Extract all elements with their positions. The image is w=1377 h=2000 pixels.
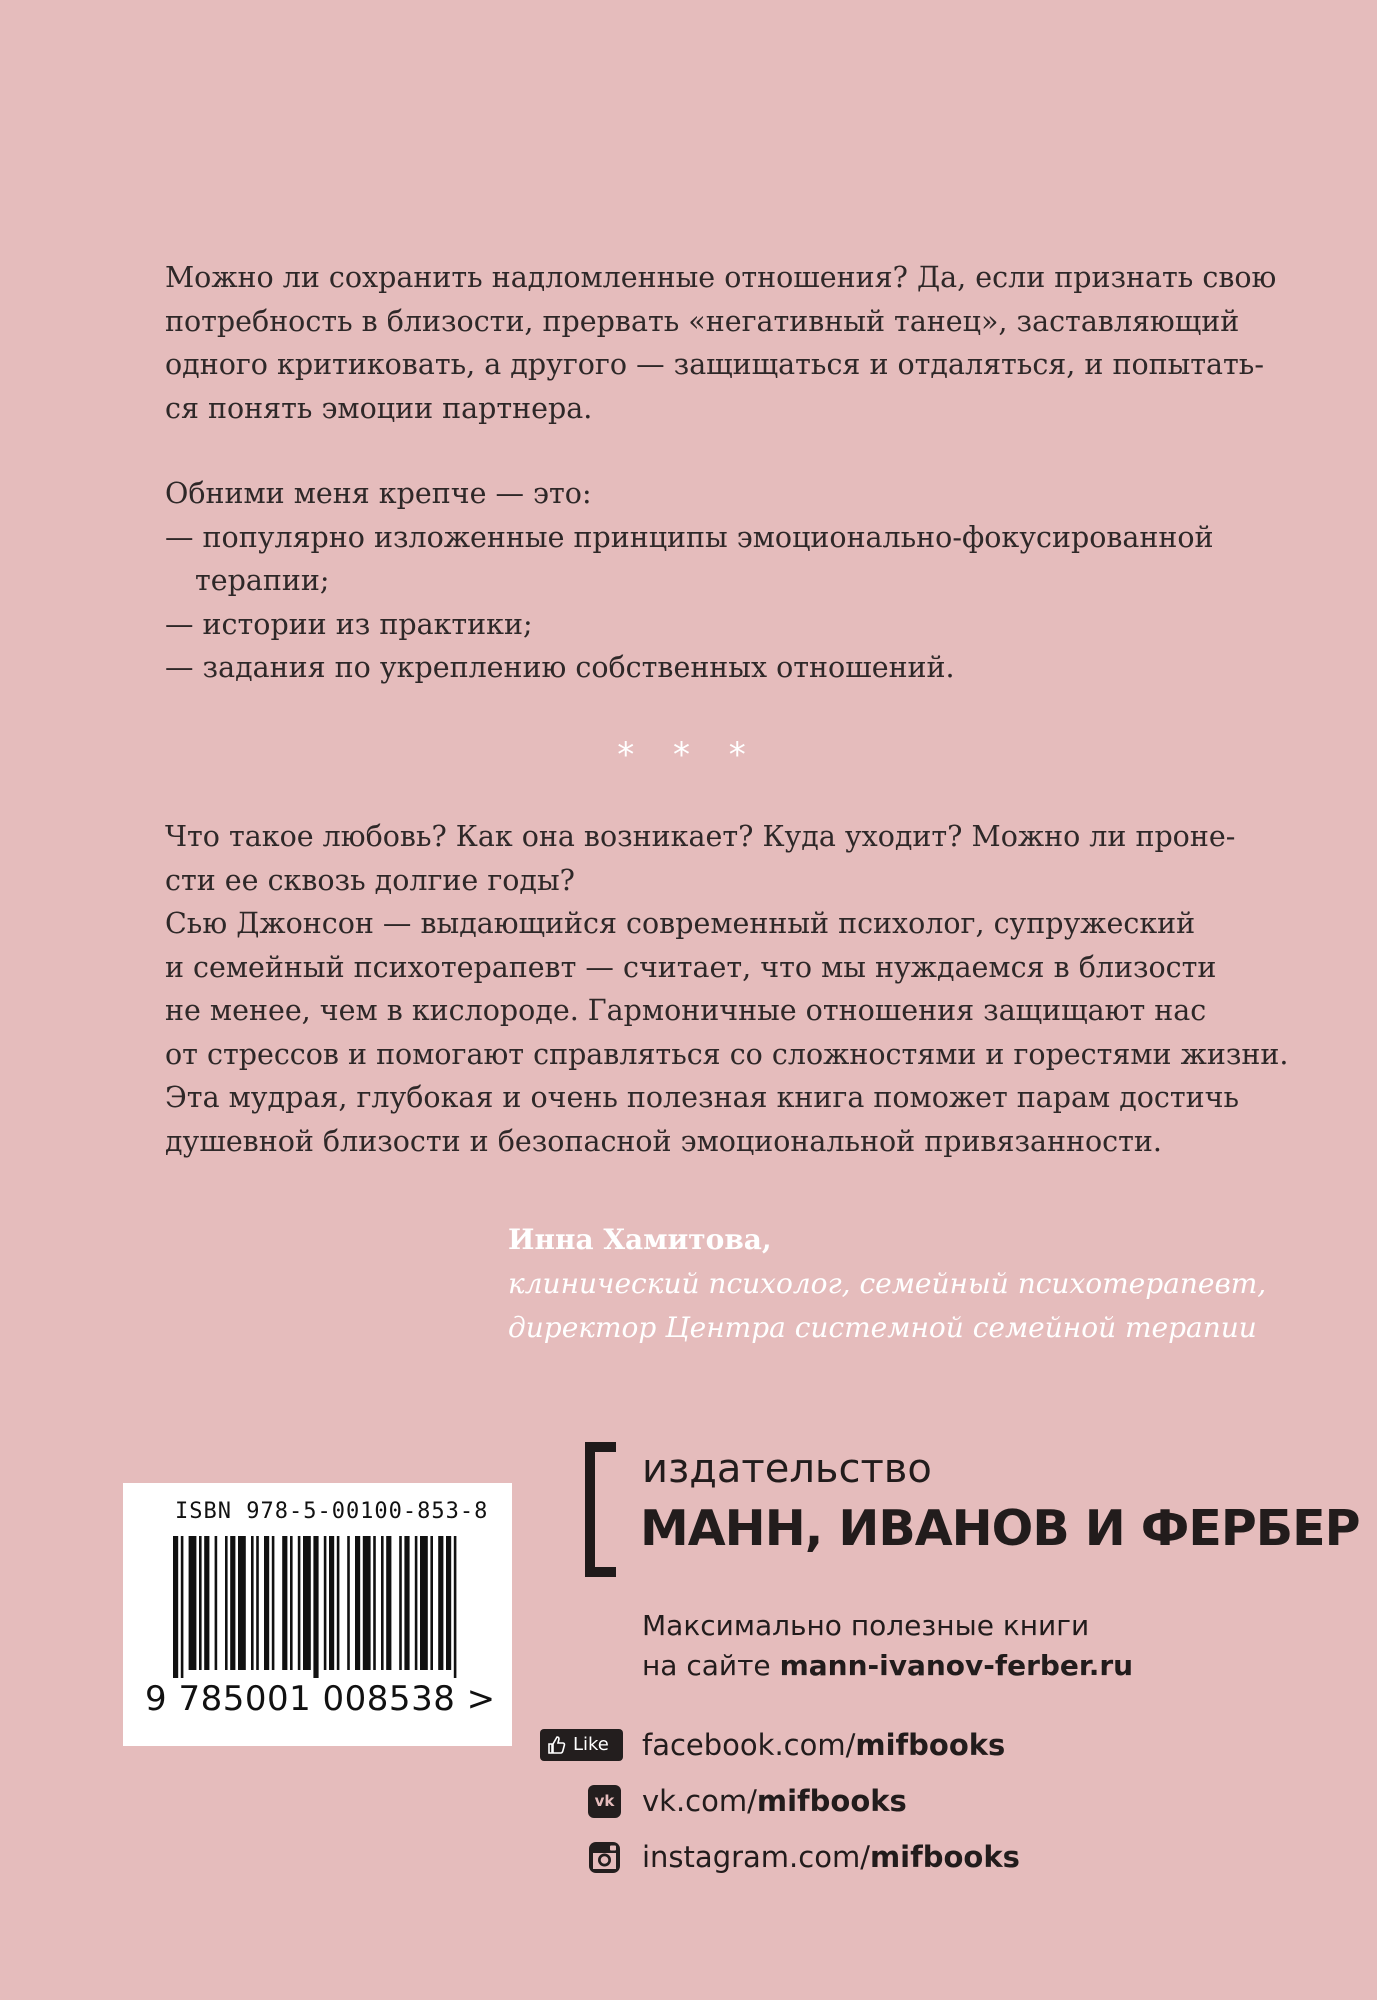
barcode-bar	[264, 1536, 269, 1670]
feature-item: — популярно изложенные принципы эмоционально-фокусированной	[165, 520, 1214, 554]
barcode-bar	[347, 1536, 350, 1670]
isbn-text: ISBN 978-5-00100-853-8	[175, 1499, 489, 1524]
barcode-bar	[337, 1536, 340, 1670]
features-list	[165, 472, 1245, 690]
barcode-bar	[189, 1536, 197, 1670]
reviewer-signature	[508, 1218, 1266, 1350]
promo-line	[642, 1646, 1133, 1686]
vk-link[interactable]	[642, 1781, 907, 1821]
barcode-bar	[454, 1536, 457, 1678]
barcode-bar	[251, 1536, 254, 1670]
reviewer-role: директор Центра системной семейной терапии	[508, 1311, 1257, 1344]
vk-prefix: vk.com/	[642, 1784, 757, 1818]
barcode-bar	[355, 1536, 360, 1670]
barcode-bar	[272, 1536, 275, 1670]
review-line: Что такое любовь? Как она возникает? Куда уходит? Можно ли проне-	[165, 820, 1236, 853]
barcode-bar	[363, 1536, 371, 1670]
barcode-bar	[313, 1536, 318, 1678]
barcode-bar	[399, 1536, 402, 1670]
publisher-label: издательство	[642, 1446, 932, 1492]
features-heading: Обними меня крепче — это:	[165, 477, 592, 510]
review-line: сти ее сквозь долгие годы?	[165, 863, 575, 897]
instagram-icon	[588, 1841, 621, 1874]
barcode-bar	[446, 1536, 451, 1670]
vk-icon: vk	[588, 1785, 621, 1818]
barcode-bar	[225, 1536, 228, 1670]
barcode-bars	[173, 1536, 463, 1678]
barcode-bar	[430, 1536, 433, 1670]
reviewer-role: клинический психолог, семейный психотерапевт,	[508, 1267, 1267, 1300]
instagram-handle: mifbooks	[869, 1840, 1020, 1874]
barcode-bar	[324, 1536, 327, 1670]
publisher-bracket	[585, 1442, 616, 1577]
like-label: Like	[573, 1734, 609, 1755]
barcode-bar	[238, 1536, 246, 1670]
promo-line: Максимально полезные книги	[642, 1609, 1090, 1642]
vk-handle: mifbooks	[756, 1784, 907, 1818]
barcode-bar	[290, 1536, 293, 1670]
barcode-bar	[329, 1536, 334, 1670]
publisher-name: МАНН, ИВАНОВ И ФЕРБЕР	[640, 1500, 1360, 1557]
review-line: не менее, чем в кислороде. Гармоничные отношения защищают нас	[165, 994, 1207, 1027]
intro-line: Можно ли сохранить надломленные отношения? Да, если признать свою	[165, 261, 1277, 294]
review-line: Эта мудрая, глубокая и очень полезная книга поможет парам достичь	[165, 1081, 1240, 1114]
barcode-bar	[298, 1536, 301, 1670]
barcode-bar	[199, 1536, 202, 1670]
promo-prefix: на сайте	[642, 1649, 780, 1682]
section-separator: * * *	[617, 735, 760, 775]
instagram-link[interactable]	[642, 1837, 1020, 1877]
barcode-bar	[215, 1536, 218, 1670]
intro-line: потребность в близости, прервать «негативный танец», заставляющий	[165, 304, 1240, 338]
facebook-like-icon	[540, 1729, 623, 1761]
feature-item: — истории из практики;	[165, 607, 533, 641]
review-paragraph	[165, 815, 1289, 1163]
barcode-bar	[381, 1536, 384, 1670]
barcode-bar	[256, 1536, 259, 1670]
barcode-bar	[373, 1536, 376, 1670]
intro-line: ся понять эмоции партнера.	[165, 391, 593, 425]
review-line: и семейный психотерапевт — считает, что мы нуждаемся в близости	[165, 950, 1217, 984]
instagram-prefix: instagram.com/	[642, 1840, 870, 1874]
isbn-barcode	[123, 1483, 512, 1746]
reviewer-name: Инна Хамитова,	[508, 1223, 772, 1256]
barcode-bar	[181, 1536, 184, 1678]
barcode-bar	[415, 1536, 418, 1670]
intro-paragraph	[165, 256, 1277, 430]
facebook-link[interactable]	[642, 1725, 1005, 1765]
barcode-bar	[420, 1536, 428, 1670]
barcode-bar	[230, 1536, 235, 1670]
barcode-bar	[282, 1536, 287, 1670]
review-line: от стрессов и помогают справляться со сложностями и горестями жизни.	[165, 1037, 1289, 1071]
publisher-promo	[642, 1606, 1133, 1686]
thumbs-up-icon	[547, 1735, 567, 1755]
barcode-bar	[303, 1536, 311, 1670]
barcode-bar	[204, 1536, 209, 1670]
review-line: Сью Джонсон — выдающийся современный психолог, супружеский	[165, 907, 1196, 940]
barcode-bar	[386, 1536, 391, 1670]
feature-item-continuation: терапии;	[195, 564, 330, 597]
barcode-digits: 9 785001 008538 >	[145, 1679, 496, 1719]
publisher-site-link[interactable]: mann-ivanov-ferber.ru	[779, 1649, 1134, 1682]
barcode-bar	[438, 1536, 443, 1670]
facebook-handle: mifbooks	[855, 1728, 1006, 1762]
barcode-bar	[173, 1536, 178, 1678]
intro-line: одного критиковать, а другого — защищаться и отдаляться, и попытать-	[165, 348, 1264, 381]
feature-item: — задания по укреплению собственных отношений.	[165, 651, 955, 684]
barcode-bar	[404, 1536, 409, 1670]
facebook-prefix: facebook.com/	[642, 1728, 856, 1762]
review-line: душевной близости и безопасной эмоциональной привязанности.	[165, 1124, 1162, 1158]
